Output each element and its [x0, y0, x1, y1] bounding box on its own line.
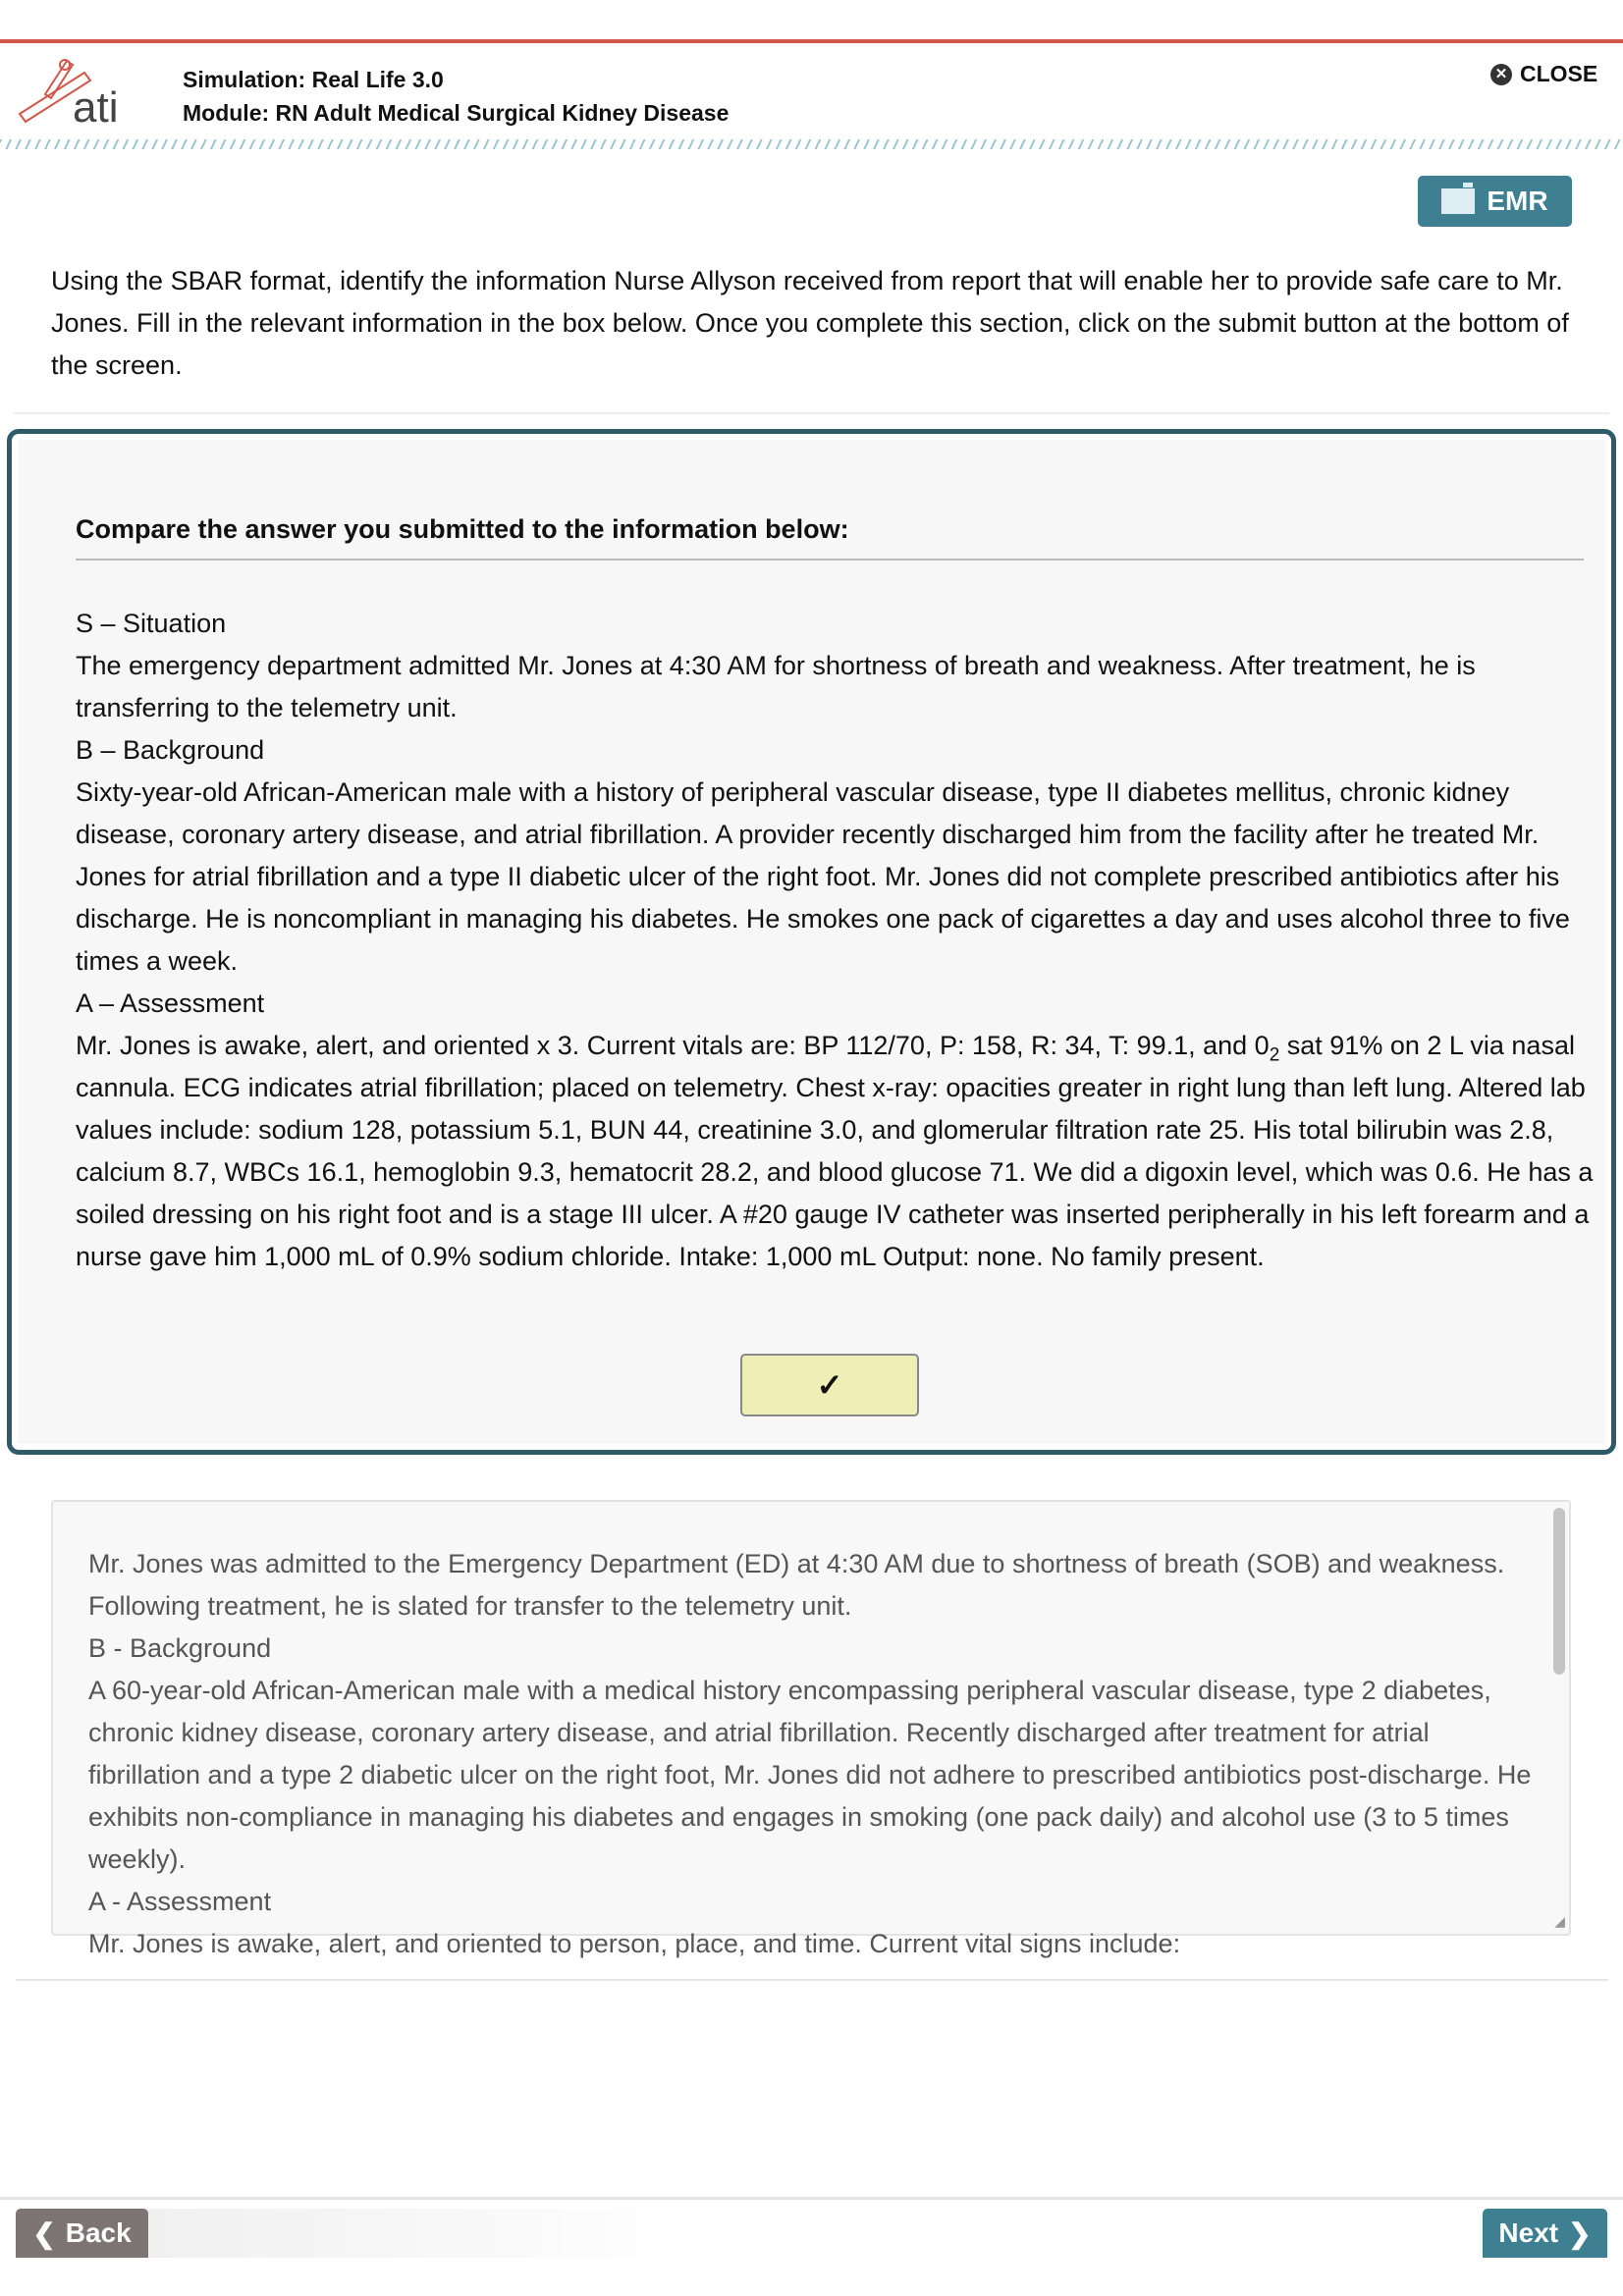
- close-icon: ✕: [1490, 64, 1512, 85]
- emr-button[interactable]: [1418, 176, 1572, 227]
- footer-divider: [0, 2197, 1623, 2200]
- answer-text: [88, 1543, 1542, 1965]
- feedback-heading: Compare the answer you submitted to the information below:: [76, 514, 849, 544]
- back-label: Back: [65, 2217, 132, 2248]
- answer-line: B - Background: [88, 1633, 272, 1663]
- instructions: Using the SBAR format, identify the information Nurse Allyson received from report that will enable her to provide safe care to Mr. Jones. Fill in the relevant information in the box below. Once you complete this section, click on the submit button at the bottom of the screen.: [51, 266, 1569, 380]
- background-text: Sixty-year-old African-American male with a history of peripheral vascular disease, type II diabetes mellitus, chronic kidney disease, coronary artery disease, and atrial fibrillation. A provider recently discharged him from the facility after he treated Mr. Jones for atrial fibrillation and a type II diabetic ulcer of the right foot. Mr. Jones did not complete prescribed antibiotics after his discharge. He is noncompliant in managing his diabetes. He smokes one pack of cigarettes a day and uses alcohol three to five times a week.: [76, 777, 1570, 976]
- answer-line: Mr. Jones was admitted to the Emergency Department (ED) at 4:30 AM due to shortness of breath (SOB) and weakness. Following treatment, he is slated for transfer to the telemetry unit.: [88, 1549, 1505, 1621]
- assessment-text-part: sat 91% on 2 L via nasal cannula. ECG indicates atrial fibrillation; placed on telemetry. Chest x-ray: opacities greater in right lung than left lung. Altered lab values include: sodium 128, potassium 5.1, BUN 44, creatinine 3.0, and glomerular filtration rate 25. His total bilirubin was 2.8, calcium 8.7, WBCs 16.1, hemoglobin 9.3, hematocrit 28.2, and blood glucose 71. We did a digoxin level, which was 0.6. He has a soiled dressing on his right foot and is a stage III ulcer. A #20 gauge IV catheter was inserted peripherally in his left forearm and a nurse gave him 1,000 mL of 0.9% sodium chloride. Intake: 1,000 mL Output: none. No family present.: [76, 1031, 1594, 1271]
- divider: [16, 1979, 1608, 1981]
- emr-label: EMR: [1487, 186, 1548, 216]
- answer-line: A 60-year-old African-American male with a medical history encompassing peripheral vascular disease, type 2 diabetes, chronic kidney disease, coronary artery disease, and atrial fibrillation. Recently discharged after treatment for atrial fibrillation and a type 2 diabetic ulcer on the right foot, Mr. Jones did not adhere to prescribed antibiotics post-discharge. He exhibits non-compliance in managing his diabetes and engages in smoking (one pack daily) and alcohol use (3 to 5 times weekly).: [88, 1676, 1532, 1874]
- answer-line: A - Assessment: [88, 1887, 272, 1916]
- feedback-panel: [7, 429, 1616, 1455]
- answer-line: Mr. Jones is awake, alert, and oriented to person, place, and time. Current vital signs include:: [88, 1929, 1181, 1958]
- top-accent-bar: [0, 39, 1623, 43]
- chevron-right-icon: ❯: [1568, 2217, 1592, 2249]
- check-button[interactable]: ✓: [740, 1354, 919, 1416]
- divider: [14, 412, 1609, 414]
- header-titles: [183, 63, 729, 130]
- header-divider: [0, 139, 1623, 149]
- close-button[interactable]: [1490, 61, 1597, 87]
- back-button[interactable]: [16, 2209, 148, 2258]
- subscript: 2: [1269, 1044, 1280, 1066]
- resize-grip-icon[interactable]: ◢: [1554, 1913, 1565, 1929]
- footer-shadow: [147, 2209, 697, 2258]
- ati-logo: [16, 55, 153, 130]
- situation-title: S – Situation: [76, 609, 227, 638]
- close-label: CLOSE: [1520, 61, 1598, 86]
- scrollbar[interactable]: [1553, 1508, 1565, 1675]
- assessment-title: A – Assessment: [76, 988, 265, 1018]
- folder-icon: [1441, 188, 1475, 214]
- sbar-reference: [76, 603, 1602, 1278]
- assessment-text: [76, 1025, 1602, 1278]
- next-button[interactable]: [1483, 2209, 1607, 2258]
- simulation-title: Simulation: Real Life 3.0: [183, 67, 444, 92]
- chevron-left-icon: ❮: [32, 2217, 56, 2249]
- assessment-text-part: Mr. Jones is awake, alert, and oriented x 3. Current vitals are: BP 112/70, P: 158, R: 34, T: 99.1, and 0: [76, 1031, 1270, 1060]
- module-title: Module: RN Adult Medical Surgical Kidney Disease: [183, 100, 730, 126]
- svg-text:ati: ati: [73, 83, 119, 132]
- submitted-answer-textarea[interactable]: [51, 1500, 1571, 1958]
- background-title: B – Background: [76, 735, 265, 765]
- heading-rule: [76, 559, 1584, 561]
- situation-text: The emergency department admitted Mr. Jones at 4:30 AM for shortness of breath and weakness. After treatment, he is transferring to the telemetry unit.: [76, 651, 1476, 722]
- next-label: Next: [1498, 2217, 1559, 2248]
